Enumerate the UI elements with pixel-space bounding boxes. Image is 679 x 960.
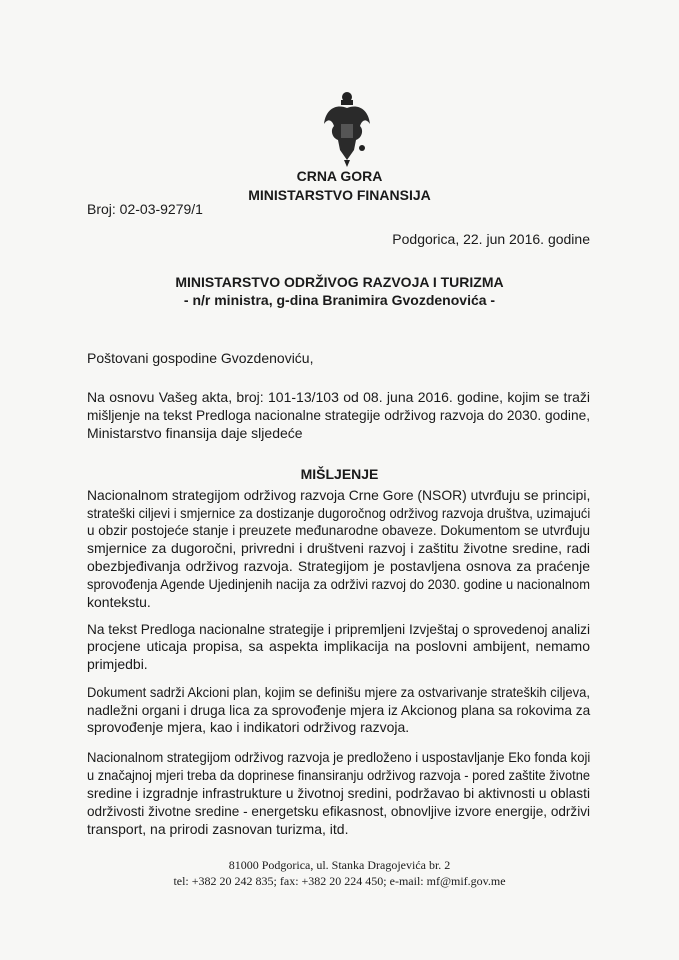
- text-line: sprovođenje mjera, kao i indikatori održivog razvoja.: [87, 719, 410, 735]
- text-line: Na osnovu Vašeg akta, broj: 101-13/103 od 08. juna 2016. godine, kojim se traži: [87, 389, 590, 405]
- text-line: sprovođenja Agende Ujedinjenih nacija za održivi razvoj do 2030. godine u nacionalnom: [87, 576, 590, 592]
- text-line: Ministarstvo finansija daje sljedeće: [87, 425, 303, 441]
- text-line: procjene uticaja propisa, sa aspekta implikacija na poslovni ambijent, nemamo: [87, 638, 590, 654]
- text-line: nadležni organi i druga lica za sprovođenje mjera iz Akcionog plana sa rokovima za: [87, 702, 591, 718]
- letterhead-country: CRNA GORA: [296, 168, 383, 184]
- text-line: Nacionalnom strategijom održivog razvoja je predloženo i uspostavljanje Eko fonda koji: [87, 749, 591, 765]
- text-line: primjedbi.: [87, 656, 148, 672]
- text-line: obezbjeđivanja održivog razvoja. Strategijom je postavljena osnova za praćenje: [87, 558, 590, 574]
- text-line: Dokument sadrži Akcioni plan, kojim se definišu mjere za ostvarivanje strateških ciljeva,: [87, 684, 590, 700]
- text-line: održivosti životne sredine - energetsku efikasnost, obnovljive izvore energije, održivi: [87, 803, 591, 819]
- text-line: kontekstu.: [87, 594, 151, 610]
- recipient-ministry: MINISTARSTVO ODRŽIVOG RAZVOJA I TURIZMA: [175, 274, 504, 290]
- text-line: u značajnoj mjeri treba da doprinese finansiranju održivog razvoja - pored zaštite životne: [87, 767, 590, 783]
- text-line: Na tekst Predloga nacionalne strategije i pripremljeni Izvještaj o sprovedenoj analizi: [87, 621, 590, 637]
- text-line: strateški ciljevi i smjernice za dostizanje dugoročnog održivog razvoja društva, uzimajući: [87, 505, 591, 521]
- place-date: Podgorica, 22. jun 2016. godine: [392, 231, 590, 247]
- letterhead-ministry: MINISTARSTVO FINANSIJA: [248, 187, 431, 203]
- footer-contact: tel: +382 20 242 835; fax: +382 20 224 450; e-mail: mf@mif.gov.me: [173, 874, 506, 888]
- text-line: smjernice za dugoročni, privredni i društveni razvoj i zaštitu životne sredine, radi: [87, 540, 590, 556]
- salutation: Poštovani gospodine Gvozdenoviću,: [87, 350, 314, 366]
- recipient-attention: - n/r ministra, g-dina Branimira Gvozdenovića -: [183, 292, 496, 308]
- text-line: u obzir postojeće stanje i preuzete međunarodne obaveze. Dokumentom se utvrđuju: [87, 522, 590, 538]
- opinion-heading: MIŠLJENJE: [300, 466, 379, 482]
- reference-number: Broj: 02-03-9279/1: [87, 201, 203, 217]
- text-line: transport, na prirodi zasnovan turizma, itd.: [87, 821, 349, 837]
- coat-of-arms-emblem: [322, 90, 372, 168]
- footer-address: 81000 Podgorica, ul. Stanka Dragojevića br. 2: [228, 858, 451, 872]
- text-line: Nacionalnom strategijom održivog razvoja Crne Gore (NSOR) utvrđuju se principi,: [87, 487, 591, 503]
- text-line: mišljenje na tekst Predloga nacionalne strategije održivog razvoja do 2030. godine,: [87, 407, 590, 423]
- text-line: sredine i izgradnje infrastrukture u životnoj sredini, podržavao bi aktivnosti u oblasti: [87, 785, 590, 801]
